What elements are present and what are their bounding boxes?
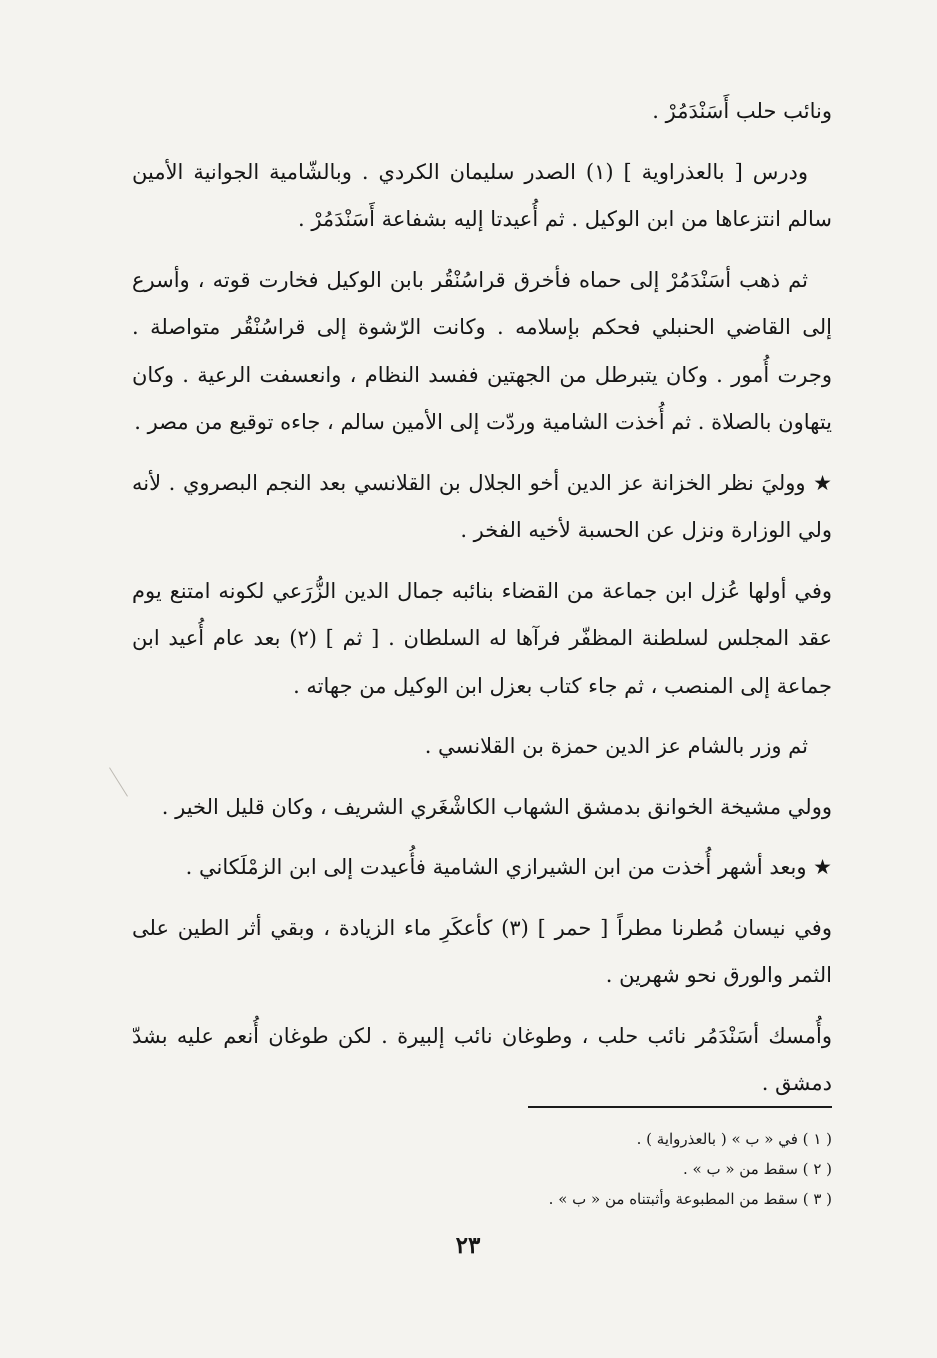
paragraph-6: ثم وزر بالشام عز الدين حمزة بن القلانسي . [424,734,808,758]
paper-mark [109,767,128,796]
footnote-1: ( ١ ) في « ب » ( بالعذرواية ) . [636,1130,832,1148]
paragraph-2: ودرس [ بالعذراوية ] (١) الصدر سليمان الكردي . وبالشّامية الجوانية الأمين سالم انتزعاها من ابن الوكيل . ثم أُعيدتا إليه بشفاعة أَسَنْدَمُرْ . [132,159,832,231]
paragraph-4: ★ ووليَ نظر الخزانة عز الدين أخو الجلال بن القلانسي بعد النجم البصروي . لأنه ولي الوزارة ونزل عن الحسبة لأخيه الفخر . [132,470,832,542]
paragraph-10: وأُمسك أسَنْدَمُر نائب حلب ، وطوغان نائب إلبيرة . لكن طوغان أُنعم عليه بشدّ دمشق . [132,1023,832,1095]
page-number: ٢٣ [455,1232,481,1259]
footnote-separator [528,1106,832,1108]
main-text [132,88,832,1121]
paragraph-7: وولي مشيخة الخوانق بدمشق الشهاب الكاشْغَري الشريف ، وكان قليل الخير . [161,794,832,819]
paragraph-1: ونائب حلب أَسَنْدَمُرْ . [652,99,832,123]
paragraph-3: ثم ذهب أسَنْدَمُرْ إلى حماه فأخرق قراسُنْقُر بابن الوكيل فخارت قوته ، وأسرع إلى القاضي الحنبلي فحكم بإسلامه . وكانت الرّشوة إلى قراسُنْقُر متواصلة . وجرت أُمور . وكان يتبرطل من الجهتين ففسد النظام ، وانعسفت الرعية . وكان يتهاون بالصلاة . ثم أُخذت الشامية وردّت إلى الأمين سالم ، جاءه توقيع من مصر . [132,267,832,434]
footnotes [400,1124,832,1214]
paragraph-9: وفي نيسان مُطرنا مطراً [ حمر ] (٣) كأعكَرِ ماء الزيادة ، وبقي أثر الطين على الثمر والورق نحو شهرين . [132,915,832,987]
paragraph-5: وفي أولها عُزل ابن جماعة من القضاء بنائبه جمال الدين الزُّرَعي لكونه امتنع يوم عقد المجلس لسلطنة المظفّر فرآها له السلطان . [ ثم ] (٢) بعد عام أُعيد ابن جماعة إلى المنصب ، ثم جاء كتاب بعزل ابن الوكيل من جهاته . [132,578,832,698]
footnote-2: ( ٢ ) سقط من « ب » . [682,1160,832,1178]
paragraph-8: ★ وبعد أشهر أُخذت من ابن الشيرازي الشامية فأُعيدت إلى ابن الزمْلَكاني . [185,855,832,879]
footnote-3: ( ٣ ) سقط من المطبوعة وأثبتناه من « ب » . [548,1190,832,1208]
